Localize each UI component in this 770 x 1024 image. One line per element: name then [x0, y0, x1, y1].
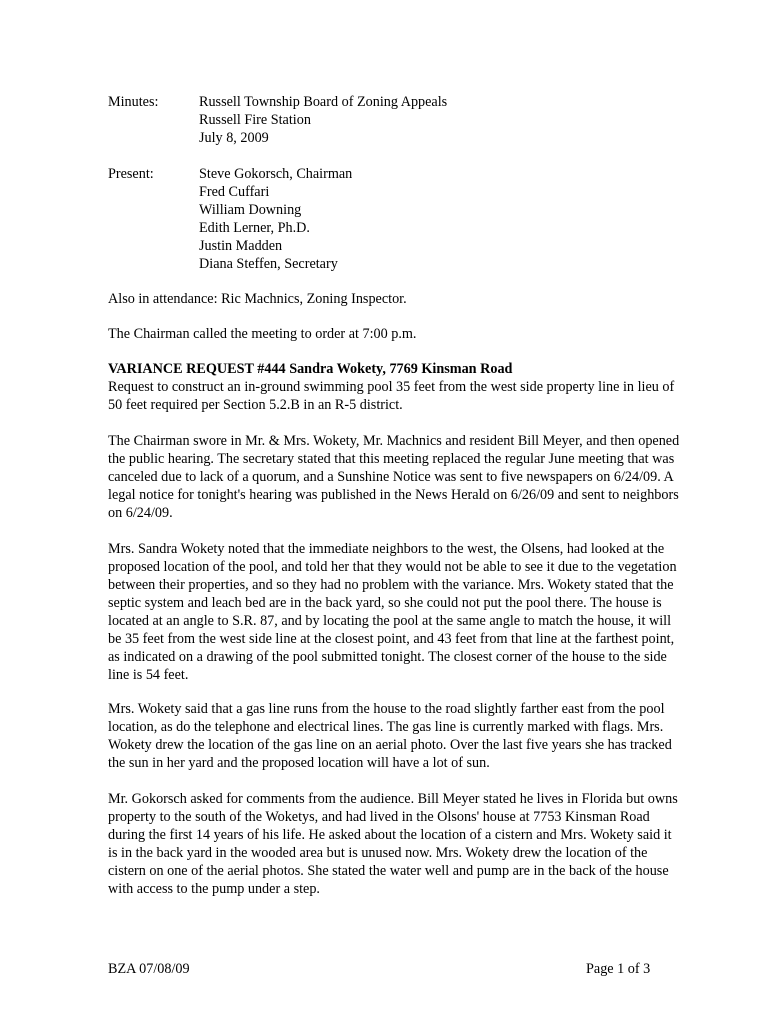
paragraph-gas-line: Mrs. Wokety said that a gas line runs from the house to the road slightly farther east from the pool location, as do the telephone and electrical lines. The gas line is currently marked with flags. Mrs. Wokety drew the location of the gas line on an aerial photo. Over the last five years she has tracked the sun in her yard and the proposed location will have a lot of sun. [108, 701, 672, 771]
attendance-line: Also in attendance: Ric Machnics, Zoning Inspector. [108, 291, 407, 307]
variance-title: VARIANCE REQUEST #444 Sandra Wokety, 7769 Kinsman Road [108, 361, 513, 377]
present-member: William Downing [199, 202, 302, 218]
present-member: Steve Gokorsch, Chairman [199, 166, 353, 182]
minutes-values [199, 93, 447, 147]
present-block [108, 165, 688, 275]
present-member: Fred Cuffari [199, 184, 270, 200]
present-member: Diana Steffen, Secretary [199, 256, 338, 272]
present-member: Justin Madden [199, 238, 283, 254]
variance-request: Request to construct an in-ground swimming pool 35 feet from the west side property line in lieu of 50 feet required per Section 5.2.B in an R-5 district. [108, 379, 675, 413]
paragraph-sworn-in: The Chairman swore in Mr. & Mrs. Wokety, Mr. Machnics and resident Bill Meyer, and then opened the public hearing. The secretary stated that this meeting replaced the regular June meeting that was canceled due to lack of a quorum, and a Sunshine Notice was sent to five newspapers on 6/24/09. A legal notice for tonight's hearing was published in the News Herald on 6/26/09 and sent to neighbors on 6/24/09. [108, 433, 680, 521]
minutes-label: Minutes: [108, 94, 159, 110]
paragraph-neighbors: Mrs. Sandra Wokety noted that the immediate neighbors to the west, the Olsens, had looked at the proposed location of the pool, and told her that they would not be able to see it due to the vegetation between their properties, and so they had no problem with the variance. Mrs. Wokety stated that the septic system and leach bed are in the back yard, so she could not put the pool there. The house is located at an angle to S.R. 87, and by locating the pool at the same angle to match the house, it will be 35 feet from the west side line at the closest point, and 43 feet from that line at the farthest point, as indicated on a drawing of the pool submitted tonight. The closest corner of the house to the side line is 54 feet. [108, 541, 677, 683]
minutes-line-board: Russell Township Board of Zoning Appeals [199, 94, 448, 110]
present-member: Edith Lerner, Ph.D. [199, 220, 310, 236]
minutes-line-location: Russell Fire Station [199, 112, 311, 128]
present-label: Present: [108, 166, 154, 182]
paragraph-comments: Mr. Gokorsch asked for comments from the audience. Bill Meyer stated he lives in Florida but owns property to the south of the Woketys, and had lived in the Olsons' house at 7753 Kinsman Road during the first 14 years of his life. He asked about the location of a cistern and Mrs. Wokety said it is in the back yard in the wooded area but is unused now. Mrs. Wokety drew the location of the cistern on one of the aerial photos. She stated the water well and pump are in the back of the house with access to the pump under a step. [108, 791, 678, 897]
minutes-block [108, 93, 688, 153]
footer-page-number: Page 1 of 3 [586, 961, 651, 977]
minutes-line-date: July 8, 2009 [199, 130, 269, 146]
footer-doc-id: BZA 07/08/09 [108, 961, 190, 977]
present-values [199, 165, 352, 273]
call-to-order: The Chairman called the meeting to order at 7:00 p.m. [108, 326, 417, 342]
